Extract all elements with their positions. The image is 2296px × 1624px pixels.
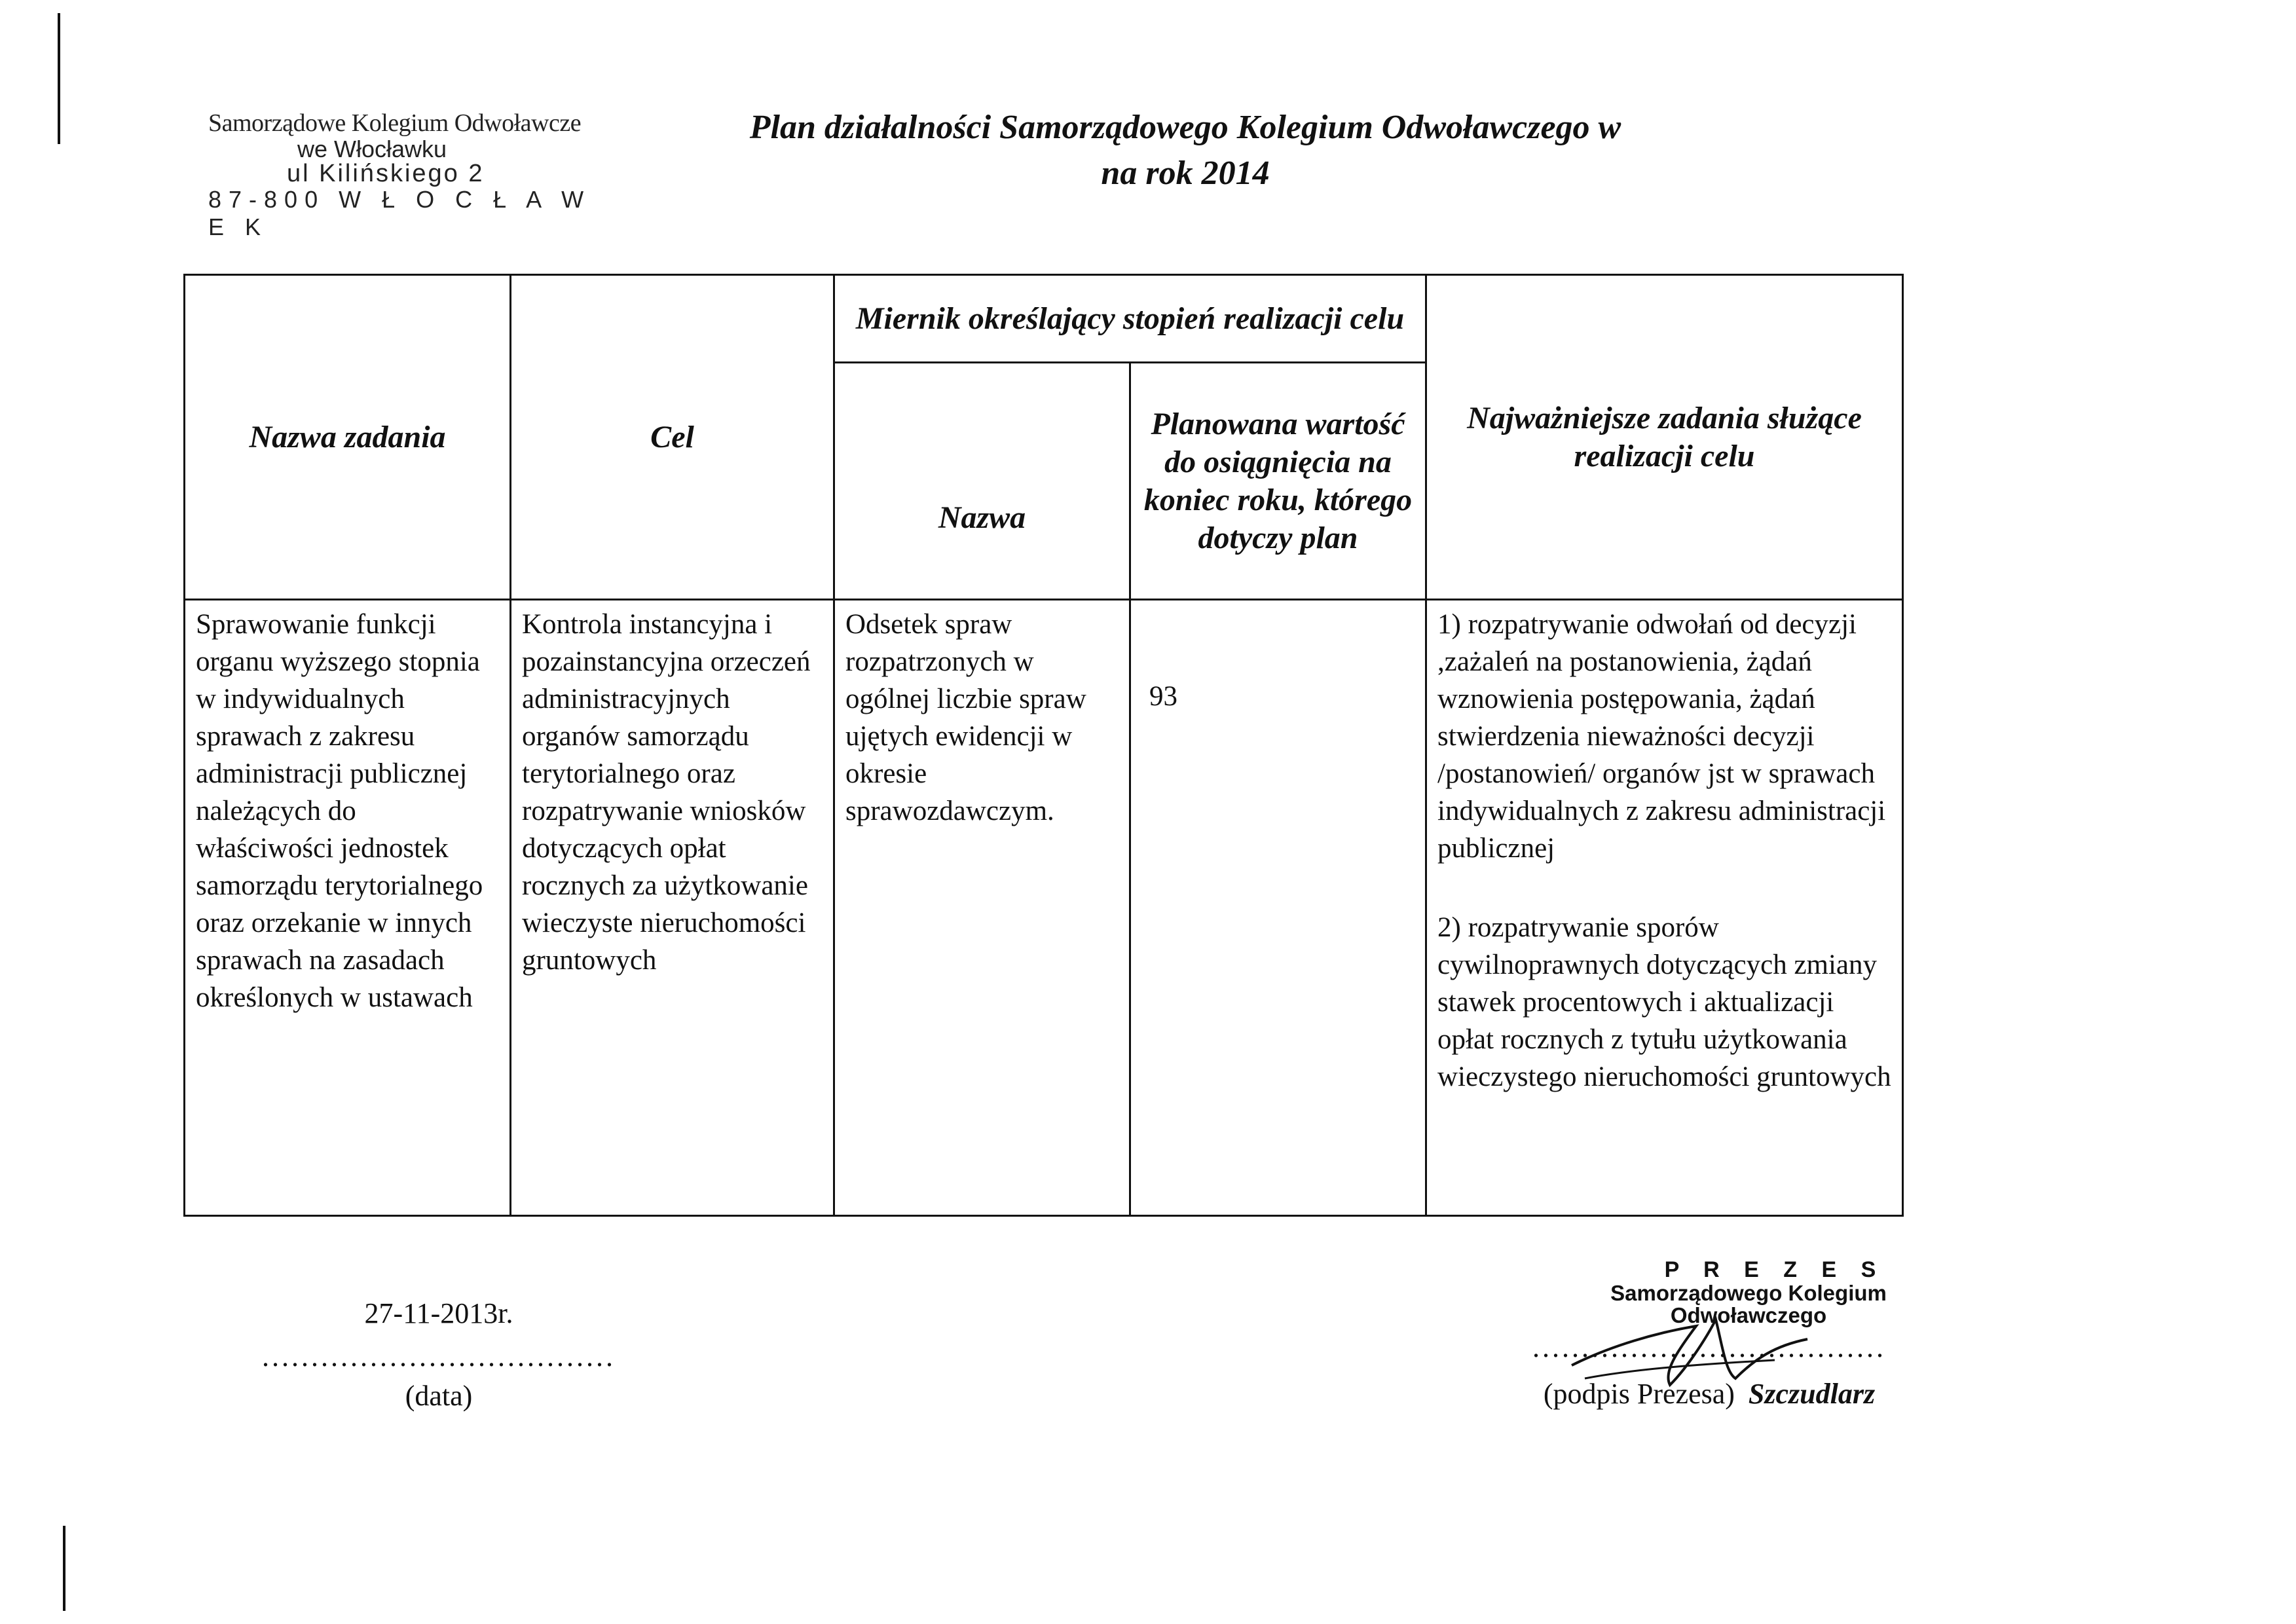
office-stamp <box>208 109 601 241</box>
stamp-line-4: 87-800 W Ł O C Ł A W E K <box>208 186 591 240</box>
date-block <box>210 1294 668 1416</box>
cell-key-tasks <box>1426 600 1903 1216</box>
title-line-1: Plan działalności Samorządowego Kolegium Odwoławczego w <box>749 109 1621 146</box>
plan-table <box>183 274 1904 1217</box>
cell-task-name: Sprawowanie funkcji organu wyższego stopnia w indywidualnych sprawach z zakresu administracji publicznej należących do właściwości jednostek samorządu terytorialnego oraz orzekanie w innych sprawach na zasadach określonych w ustawach <box>185 600 511 1216</box>
title-line-2: na rok 2014 <box>1101 155 1270 192</box>
stamp-line-2: we Włocławku <box>297 136 447 162</box>
signature-dotted-line: .................................... <box>1532 1331 1886 1363</box>
key-task-item: 2) rozpatrywanie sporów cywilnoprawnych dotyczących zmiany stawek procentowych i aktualizacji opłat rocznych z tytułu użytkowania wieczystego nieruchomości gruntowych <box>1437 912 1891 1092</box>
cell-goal: Kontrola instancyjna i pozainstancyjna orzeczeń administracyjnych organów samorządu terytorialnego oraz rozpatrywanie wniosków dotyczących opłat rocznych za użytkowanie wieczyste nieruchomości gruntowych <box>511 600 834 1216</box>
header-goal: Cel <box>511 275 834 600</box>
cell-measure-name: Odsetek spraw rozpatrzonych w ogólnej liczbie spraw ujętych ewidencji w okresie sprawozdawczym. <box>834 600 1130 1216</box>
date-value: 27-11-2013r. <box>364 1297 513 1329</box>
date-dotted-line: .................................... <box>262 1340 616 1373</box>
signature-caption-text: (podpis Prezesa) <box>1543 1378 1735 1410</box>
document-title <box>629 105 1742 196</box>
signer-name: Szczudlarz <box>1748 1378 1876 1410</box>
header-key-tasks: Najważniejsze zadania służące realizacji celu <box>1426 275 1903 600</box>
header-planned-value: Planowana wartość do osiągnięcia na koniec roku, którego dotyczy plan <box>1130 363 1426 600</box>
header-task-name: Nazwa zadania <box>185 275 511 600</box>
header-measure-group: Miernik określający stopień realizacji celu <box>834 275 1426 363</box>
scan-edge-line-bottom <box>63 1526 65 1611</box>
stamp-line-1: Samorządowe Kolegium Odwoławcze <box>208 109 582 137</box>
scan-edge-line-top <box>58 13 60 144</box>
handwritten-signature-icon <box>1559 1293 1834 1405</box>
president-stamp-org-2: Odwoławczego <box>1670 1303 1827 1327</box>
key-task-item: 1) rozpatrywanie odwołań od decyzji ,zażaleń na postanowienia, żądań wznowienia postępowania, żądań stwierdzenia nieważności decyzji /postanowień/ organów jst w sprawach indywidualnych z zakresu administracji publicznej <box>1437 609 1886 864</box>
table-row <box>185 600 1903 1216</box>
cell-planned-value: 93 <box>1130 600 1426 1216</box>
header-measure-name: Nazwa <box>834 363 1130 600</box>
president-stamp-title: P R E Z E S <box>1664 1257 1885 1282</box>
table-header-row-1 <box>185 275 1903 363</box>
date-caption: (data) <box>405 1380 473 1412</box>
president-stamp-org-1: Samorządowego Kolegium <box>1610 1281 1887 1305</box>
stamp-line-3: ul Kilińskiego 2 <box>287 160 485 187</box>
